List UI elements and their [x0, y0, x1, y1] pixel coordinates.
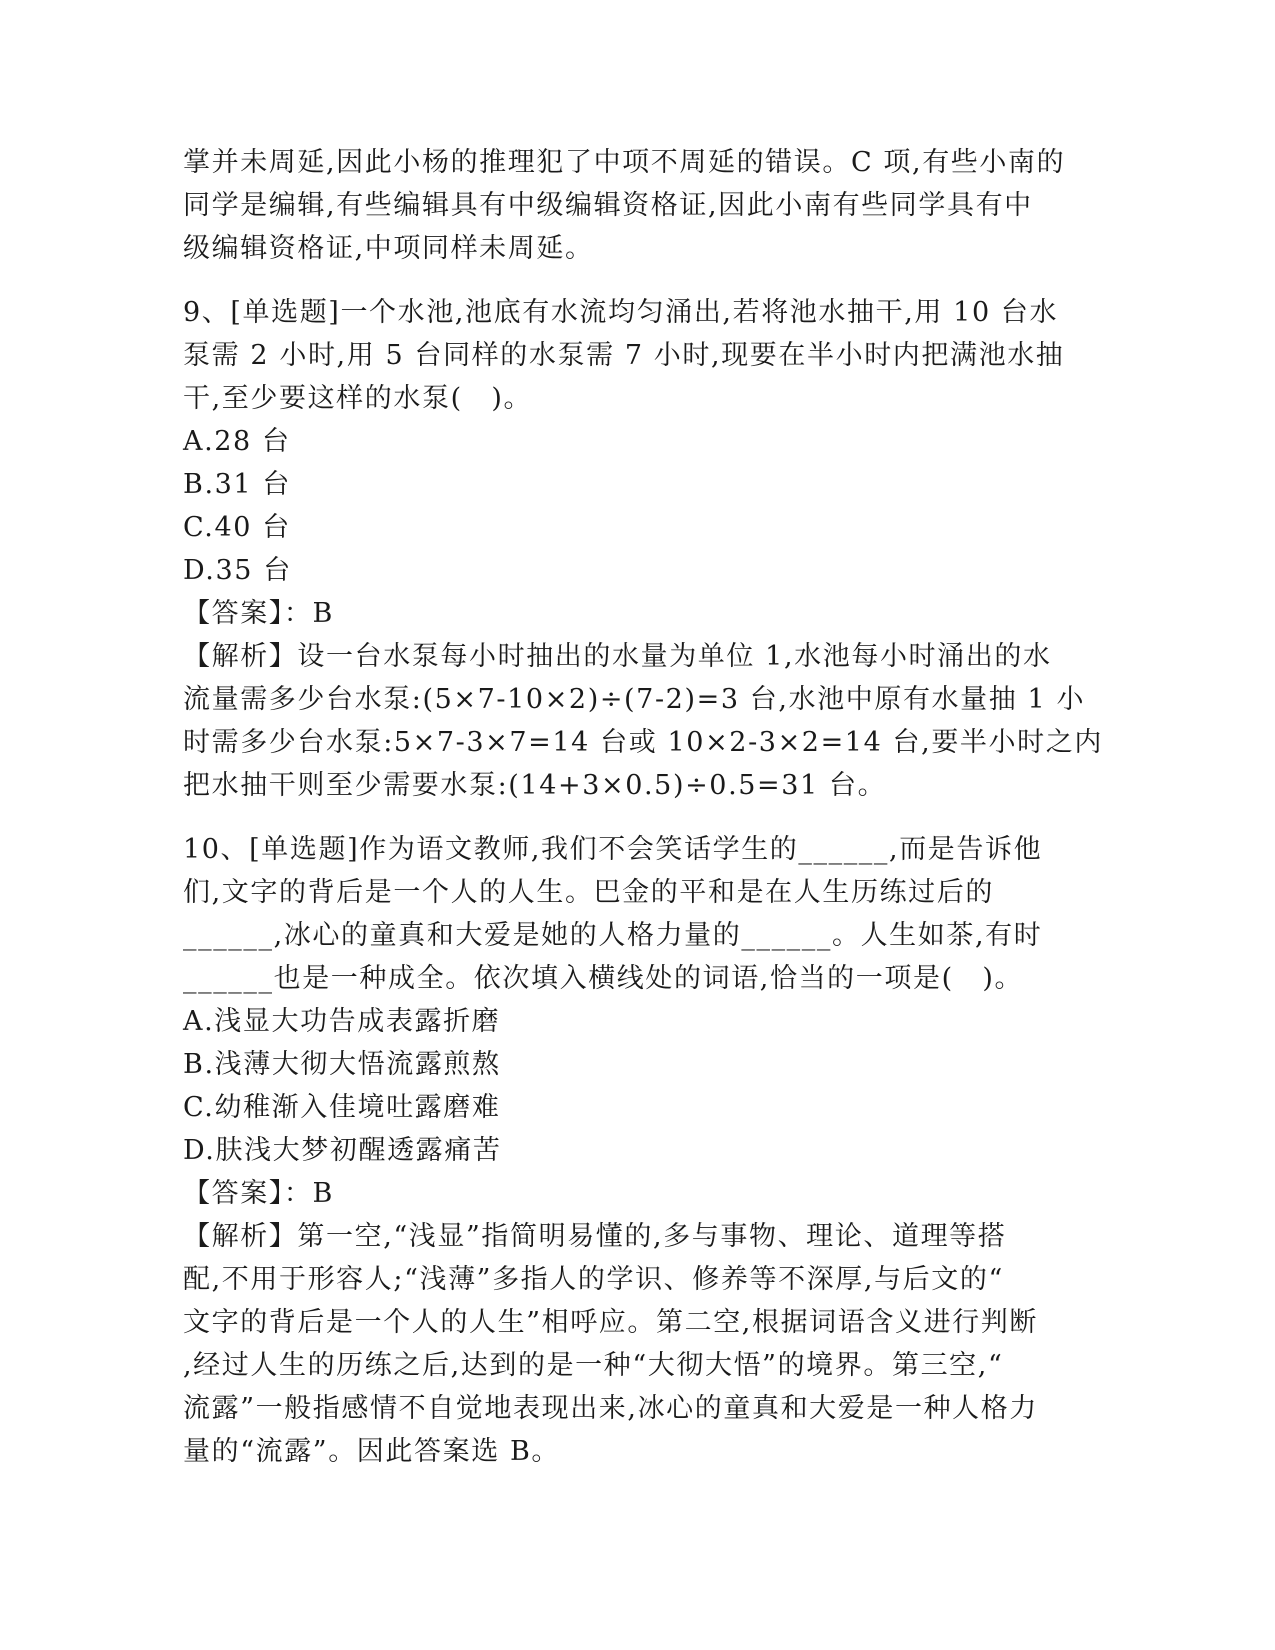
- text-line: 量的“流露”。因此答案选 B。: [183, 1436, 561, 1467]
- option-a: A.28 台: [183, 426, 291, 457]
- paragraph-gap: [183, 807, 1053, 828]
- text-line: 【解析】设一台水泵每小时抽出的水量为单位 1,水池每小时涌出的水: [183, 641, 1052, 672]
- text-line: 流量需多少台水泵:(5×7-10×2)÷(7-2)=3 台,水池中原有水量抽 1 小: [183, 684, 1086, 715]
- text-line: ,经过人生的历练之后,达到的是一种“大彻大悟”的境界。第三空,“: [183, 1350, 1004, 1381]
- question-options: [183, 420, 1053, 592]
- text-line: 配,不用于形容人;“浅薄”多指人的学识、修养等不深厚,与后文的“: [183, 1264, 1004, 1295]
- question-9: [183, 291, 1103, 807]
- text-line: 泵需 2 小时,用 5 台同样的水泵需 7 小时,现要在半小时内把满池水抽: [183, 340, 1065, 371]
- question-options: [183, 1000, 1053, 1172]
- text-line: 时需多少台水泵:5×7-3×7=14 台或 10×2-3×2=14 台,要半小时之内: [183, 727, 1103, 758]
- text-line: 同学是编辑,有些编辑具有中级编辑资格证,因此小南有些同学具有中: [183, 190, 1033, 221]
- option-b: B.31 台: [183, 469, 291, 500]
- text-line: ______,冰心的童真和大爱是她的人格力量的______。人生如茶,有时: [183, 920, 1043, 951]
- text-line: ______也是一种成全。依次填入横线处的词语,恰当的一项是( )。: [183, 963, 1024, 994]
- answer-line: 【答案】：B: [183, 598, 334, 629]
- text-line: 们,文字的背后是一个人的人生。巴金的平和是在人生历练过后的: [183, 877, 994, 908]
- option-b: B.浅薄大彻大悟流露煎熬: [183, 1049, 501, 1080]
- document-body: [183, 141, 1103, 1473]
- intro-paragraph: [183, 141, 1066, 270]
- text-line: 10、[单选题]作为语文教师,我们不会笑话学生的______,而是告诉他: [183, 834, 1043, 865]
- text-line: 干,至少要这样的水泵( )。: [183, 383, 533, 414]
- question-10: [183, 828, 1053, 1473]
- option-c: C.幼稚渐入佳境吐露磨难: [183, 1092, 501, 1123]
- analysis-paragraph: [183, 1215, 1053, 1473]
- text-line: 级编辑资格证,中项同样未周延。: [183, 233, 594, 264]
- text-line: 【解析】第一空,“浅显”指简明易懂的,多与事物、理论、道理等搭: [183, 1221, 1007, 1252]
- question-stem: [183, 291, 1065, 420]
- text-line: 9、[单选题]一个水池,池底有水流均匀涌出,若将池水抽干,用 10 台水: [183, 297, 1059, 328]
- option-d: D.肤浅大梦初醒透露痛苦: [183, 1135, 502, 1166]
- analysis-paragraph: [183, 635, 1103, 807]
- text-line: 把水抽干则至少需要水泵:(14+3×0.5)÷0.5=31 台。: [183, 770, 887, 801]
- option-d: D.35 台: [183, 555, 292, 586]
- text-line: 掌并未周延,因此小杨的推理犯了中项不周延的错误。C 项,有些小南的: [183, 147, 1066, 178]
- text-line: 文字的背后是一个人的人生”相呼应。第二空,根据词语含义进行判断: [183, 1307, 1038, 1338]
- option-c: C.40 台: [183, 512, 291, 543]
- answer-line: 【答案】：B: [183, 1178, 334, 1209]
- text-line: 流露”一般指感情不自觉地表现出来,冰心的童真和大爱是一种人格力: [183, 1393, 1038, 1424]
- option-a: A.浅显大功告成表露折磨: [183, 1006, 501, 1037]
- question-stem: [183, 828, 1053, 1000]
- paragraph-gap: [183, 270, 1053, 291]
